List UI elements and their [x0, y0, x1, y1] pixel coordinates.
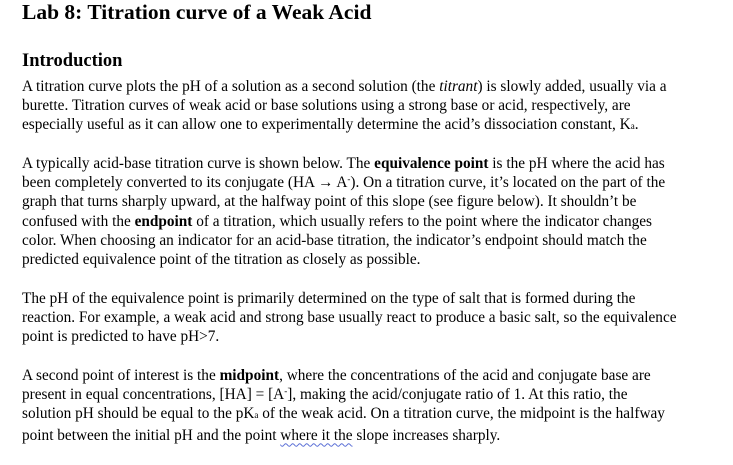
right-arrow-icon: →: [318, 174, 334, 192]
text-line: [22, 426, 717, 445]
text-line: [22, 154, 717, 173]
text-run: point between the initial pH and the point: [22, 426, 281, 444]
text-run: ). On a titration curve, it’s located on the part of the: [350, 174, 666, 192]
text-line: [22, 366, 717, 385]
text-run: , where the concentrations of the acid and conjugate base are: [279, 367, 651, 384]
text-run: ) is slowly added, usually via a: [477, 78, 667, 95]
text-run: ], making the acid/conjugate ratio of 1. At this ratio, the: [287, 386, 628, 404]
equivalence-point-term: equivalence point: [374, 155, 489, 172]
endpoint-term: endpoint: [134, 212, 193, 230]
text-line: predicted equivalence point of the titration as closely as possible.: [22, 251, 421, 269]
text-line: The pH of the equivalence point is primarily determined on the type of salt that is formed during the: [22, 290, 636, 307]
text-run: solution pH should be equal to the pK: [22, 405, 255, 423]
text-line: [22, 115, 717, 136]
ka-subscript: a: [630, 121, 635, 132]
text-run: .: [634, 116, 639, 134]
section-heading-introduction: Introduction: [22, 51, 123, 71]
text-line: burette. Titration curves of weak acid or base solutions using a strong base or acid, respectively, are: [22, 97, 631, 115]
text-line: [22, 212, 717, 231]
text-run: is the pH where the acid has: [488, 155, 665, 172]
text-run: A second point of interest is the: [22, 367, 220, 384]
paragraph-equivalence-point: [22, 154, 717, 269]
midpoint-term: midpoint: [219, 367, 280, 384]
text-run: of a titration, which usually refers to the point where the indicator changes: [192, 212, 652, 230]
text-line: [22, 77, 717, 96]
text-line: point is predicted to have pH>7.: [22, 328, 220, 346]
titrant-term: titrant: [439, 78, 478, 95]
pka-subscript: a: [254, 410, 259, 421]
text-line: [22, 404, 717, 425]
text-run: especially useful as it can allow one to experimentally determine the acid’s dissociation constant, K: [22, 116, 631, 134]
text-run: A: [333, 174, 348, 192]
text-run: confused with the: [22, 212, 135, 230]
paragraph-midpoint: [22, 366, 717, 445]
text-run: present in equal concentrations, [HA] = [A: [22, 386, 285, 404]
charge-superscript: -: [347, 174, 351, 185]
charge-superscript: -: [284, 386, 288, 397]
text-line: graph that turns sharply upward, at the halfway point of this slope (see figure below). It shouldn’t be: [22, 193, 637, 211]
text-run: been completely converted to its conjugate (HA: [22, 174, 319, 192]
text-run: slope increases sharply.: [352, 426, 501, 444]
paragraph-titration-curve-definition: [22, 77, 717, 137]
document-title: Lab 8: Titration curve of a Weak Acid: [22, 0, 372, 24]
text-run: A typically acid-base titration curve is shown below. The: [22, 155, 375, 172]
paragraph-equivalence-ph: [22, 289, 717, 347]
grammar-flagged-text[interactable]: where it the: [280, 426, 353, 444]
text-line: [22, 173, 717, 192]
text-line: color. When choosing an indicator for an acid-base titration, the indicator’s endpoint should match the: [22, 231, 647, 249]
text-run: of the weak acid. On a titration curve, the midpoint is the halfway: [258, 405, 665, 423]
text-line: reaction. For example, a weak acid and strong base usually react to produce a basic salt, so the equivalence: [22, 309, 677, 327]
text-line: [22, 385, 717, 404]
text-run: A titration curve plots the pH of a solution as a second solution (the: [22, 78, 440, 95]
